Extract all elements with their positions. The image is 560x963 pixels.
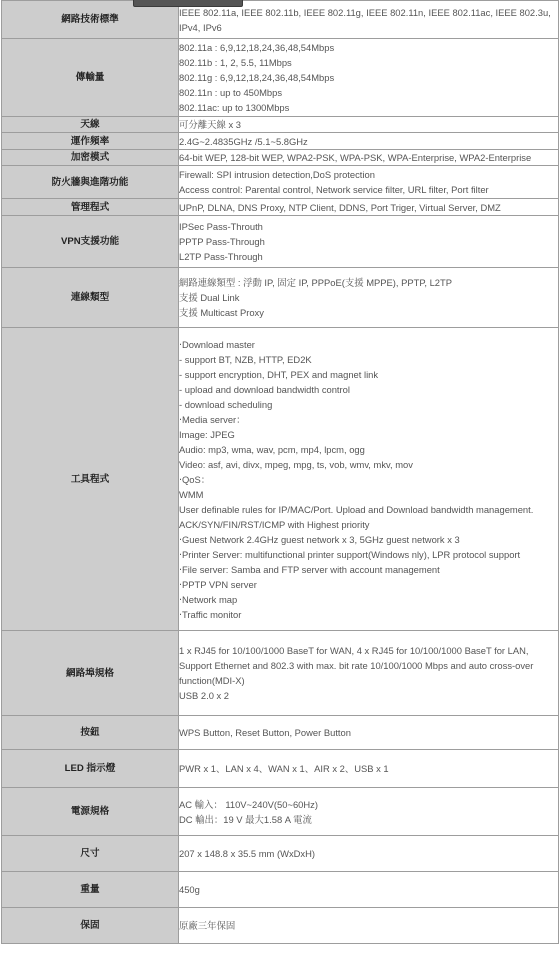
spec-value-line: ‧QoS： (179, 473, 211, 485)
spec-value-line: ‧Traffic monitor (179, 608, 242, 620)
spec-value-line: 207 x 148.8 x 35.5 mm (WxDxH) (179, 848, 315, 859)
spec-row (2, 199, 559, 216)
spec-value-line: ‧PPTP VPN server (179, 578, 257, 590)
spec-value-line: 64-bit WEP, 128-bit WEP, WPA2-PSK, WPA-PSK, WPA-Enterprise, WPA2-Enterprise (179, 152, 532, 163)
spec-value (179, 199, 559, 216)
spec-value-line: ‧Printer Server: multifunctional printer support(Windows nly), LPR protocol support (179, 548, 521, 560)
spec-table (1, 0, 559, 944)
spec-label: 網路技術標準 (2, 1, 179, 39)
spec-value-line: 1 x RJ45 for 10/100/1000 BaseT for WAN, 4 x RJ45 for 10/100/1000 BaseT for LAN, Support Ethernet and 802.3 with max. bit rate 10/100/1000 Mbps and auto cross-over function(MDI-X) (179, 645, 534, 686)
spec-row (2, 268, 559, 328)
spec-label: 管理程式 (2, 199, 179, 216)
spec-value-line: ‧Guest Network 2.4GHz guest network x 3, 5GHz guest network x 3 (179, 533, 460, 545)
spec-label: 天線 (2, 117, 179, 133)
spec-value-line: 802.11g : 6,9,12,18,24,36,48,54Mbps (179, 72, 335, 83)
spec-value-line: UPnP, DLNA, DNS Proxy, NTP Client, DDNS, Port Triger, Virtual Server, DMZ (179, 201, 501, 213)
spec-value-line: PPTP Pass-Through (179, 236, 265, 247)
spec-value (179, 836, 559, 872)
spec-value-line: 802.11ac: up to 1300Mbps (179, 102, 290, 113)
spec-row (2, 133, 559, 150)
spec-label: 重量 (2, 872, 179, 908)
spec-row (2, 872, 559, 908)
spec-label: 連線類型 (2, 268, 179, 328)
spec-value-line: 802.11a : 6,9,12,18,24,36,48,54Mbps (179, 42, 335, 53)
spec-label: 加密模式 (2, 150, 179, 166)
spec-table-body (2, 1, 559, 944)
spec-value-line: Image: JPEG (179, 428, 235, 440)
spec-row (2, 328, 559, 631)
spec-value (179, 216, 559, 268)
spec-value (179, 872, 559, 908)
spec-value-line: 支援 Dual Link (179, 292, 240, 303)
spec-value (179, 117, 559, 133)
spec-label: 防火牆與進階功能 (2, 166, 179, 199)
spec-value-line: 網路連線類型 : 浮動 IP, 固定 IP, PPPoE(支援 MPPE), PPTP, L2TP (179, 277, 452, 288)
spec-value-line: ‧Download master (179, 338, 255, 350)
spec-value-line: - support BT, NZB, HTTP, ED2K (179, 353, 312, 365)
spec-value-line: Audio: mp3, wma, wav, pcm, mp4, lpcm, ogg (179, 443, 365, 455)
spec-label: 按鈕 (2, 716, 179, 750)
spec-value (179, 166, 559, 199)
spec-value-line: - upload and download bandwidth control (179, 383, 350, 395)
spec-value (179, 39, 559, 117)
spec-row (2, 750, 559, 788)
spec-label: 網路埠規格 (2, 631, 179, 716)
spec-label: 傳輸量 (2, 39, 179, 117)
spec-value-line: Video: asf, avi, divx, mpeg, mpg, ts, vob, wmv, mkv, mov (179, 458, 413, 470)
spec-value-line: ‧Network map (179, 593, 238, 605)
spec-row (2, 150, 559, 166)
spec-value-line: 802.11b : 1, 2, 5.5, 11Mbps (179, 57, 292, 68)
spec-value-line: IEEE 802.11a, IEEE 802.11b, IEEE 802.11g, IEEE 802.11n, IEEE 802.11ac, IEEE 802.3u, IPv4, IPv6 (179, 6, 551, 33)
spec-value-line: WMM (179, 488, 204, 500)
spec-value-line: ‧File server: Samba and FTP server with account management (179, 563, 440, 575)
spec-value-line: ‧Media server： (179, 413, 246, 425)
spec-value (179, 150, 559, 166)
spec-value (179, 908, 559, 944)
spec-value-line: 450g (179, 884, 200, 895)
spec-row (2, 716, 559, 750)
spec-row (2, 39, 559, 117)
spec-value (179, 631, 559, 716)
spec-value-line: 原廠三年保固 (179, 920, 236, 931)
spec-label: 尺寸 (2, 836, 179, 872)
spec-value-line: 2.4G~2.4835GHz /5.1~5.8GHz (179, 135, 308, 147)
spec-value (179, 133, 559, 150)
spec-value (179, 328, 559, 631)
spec-value-line: WPS Button, Reset Button, Power Button (179, 727, 351, 738)
spec-value-line: IPSec Pass-Throuth (179, 221, 263, 232)
spec-value (179, 268, 559, 328)
spec-label: LED 指示燈 (2, 750, 179, 788)
spec-row (2, 216, 559, 268)
spec-row (2, 836, 559, 872)
spec-label: 電源規格 (2, 788, 179, 836)
spec-value-line: Access control: Parental control, Network service filter, URL filter, Port filter (179, 184, 489, 195)
spec-value-line: 802.11n : up to 450Mbps (179, 87, 283, 98)
spec-value-line: User definable rules for IP/MAC/Port. Upload and Download bandwidth management. (179, 503, 534, 515)
spec-value (179, 788, 559, 836)
spec-label: 工具程式 (2, 328, 179, 631)
spec-label: VPN支援功能 (2, 216, 179, 268)
spec-row (2, 788, 559, 836)
spec-value-line: AC 輸入： 110V~240V(50~60Hz) (179, 798, 318, 810)
spec-value (179, 716, 559, 750)
spec-value-line: - support encryption, DHT, PEX and magnet link (179, 368, 379, 380)
spec-row (2, 1, 559, 39)
spec-row (2, 117, 559, 133)
spec-value-line: PWR x 1、LAN x 4、WAN x 1、AIR x 2、USB x 1 (179, 763, 389, 774)
spec-label: 保固 (2, 908, 179, 944)
spec-row (2, 166, 559, 199)
spec-value-line: Firewall: SPI intrusion detection,DoS protection (179, 169, 375, 180)
spec-value-line: DC 輸出：19 V 最大1.58 A 電流 (179, 813, 312, 825)
spec-value-line: 支援 Multicast Proxy (179, 307, 264, 318)
top-scroll-tab (133, 0, 243, 7)
spec-value-line: - download scheduling (179, 398, 273, 410)
spec-value-line: 可分離天線 x 3 (179, 119, 241, 130)
spec-value-line: L2TP Pass-Through (179, 251, 263, 262)
spec-row (2, 908, 559, 944)
spec-value (179, 750, 559, 788)
spec-value-line: USB 2.0 x 2 (179, 690, 230, 701)
spec-row (2, 631, 559, 716)
spec-label: 運作頻率 (2, 133, 179, 150)
spec-value-line: ACK/SYN/FIN/RST/ICMP with Highest priority (179, 518, 370, 530)
